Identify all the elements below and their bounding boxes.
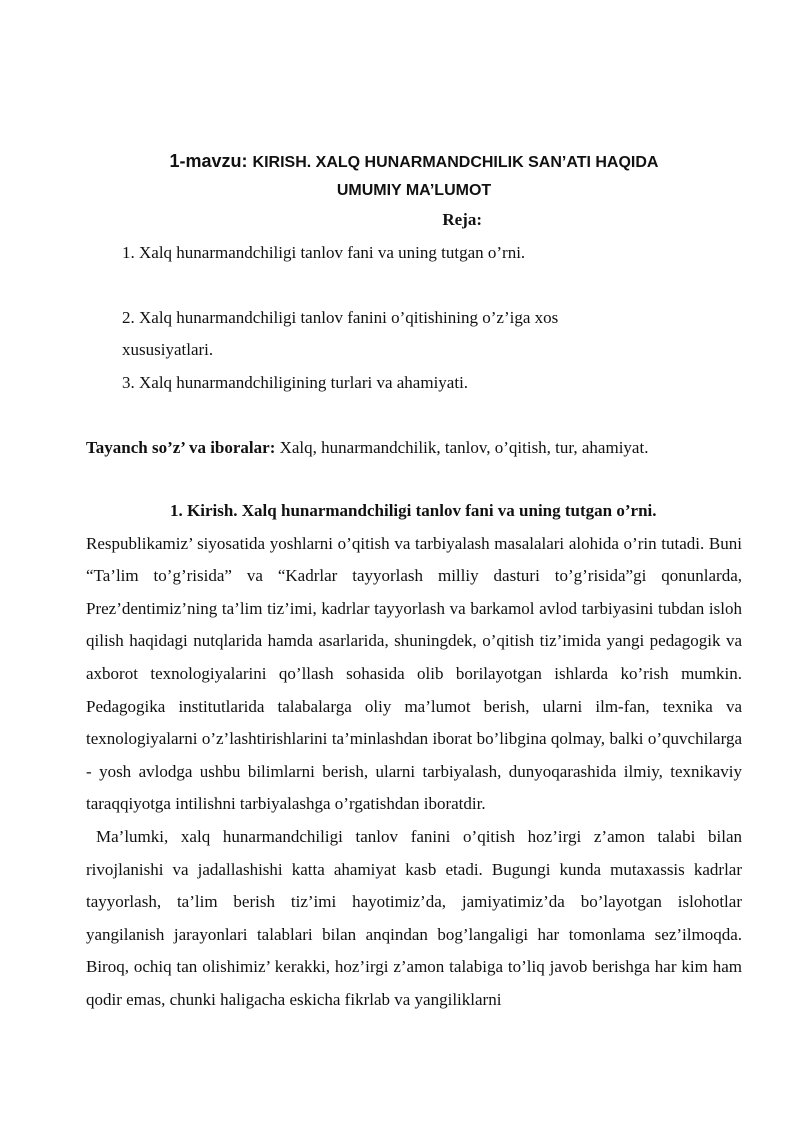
section-heading <box>86 495 742 528</box>
topic-title-text: KIRISH. XALQ HUNARMANDCHILIK SAN’ATI HAQIDA <box>252 154 659 171</box>
keywords-text: Xalq, hunarmandchilik, tanlov, o’qitish, tur, ahamiyat. <box>275 438 649 457</box>
plan-item-3: 3. Xalq hunarmandchiligining turlari va ahamiyati. <box>122 373 469 392</box>
section-body <box>86 495 742 1017</box>
section-heading-text: 1. Kirish. Xalq hunarmandchiligi tanlov fani va uning tutgan o’rni. <box>170 501 657 520</box>
topic-separator: : <box>241 151 253 171</box>
keywords-line <box>86 432 746 464</box>
plan-item-1: 1. Xalq hunarmandchiligi tanlov fani va uning tutgan o’rni. <box>122 243 526 262</box>
plan-label: Reja: <box>442 210 482 229</box>
topic-title-line2: UMUMIY MA’LUMOT <box>336 182 492 199</box>
plan-item-2: 2. Xalq hunarmandchiligi tanlov fanini o’qitishining o’z’iga xos xususiyatlari. <box>122 308 559 359</box>
topic-prefix: 1-mavzu <box>169 151 242 171</box>
paragraph-1: Respublikamiz’ siyosatida yoshlarni o’qitish va tarbiyalash masalalari alohida o’rin tutadi. Buni “Ta’lim to’g’risida” va “Kadrlar tayyorlash milliy dasturi to’g’risida”gi qonunlarda, Prez’dentimiz’ning ta’lim tiz’imi, kadrlar tayyorlash va barkamol avlod tarbiyasini tubdan isloh qilish haqidagi nutqlarida hamda asarlarida, shuningdek, o’qitish tiz’imida yangi pedagogik va axborot texnologiyalarini qo’llash sohasida olib borilayotgan ishlarda ko’rish mumkin. Pedagogika institutlarida talabalarga oliy ma’lumot berish, ularni ilm-fan, texnika va texnologiyalarni o’z’lashtirishlarini ta’minlashdan iborat bo’libgina qolmay, balki o’quvchilarga - yosh avlodga ushbu bilimlarni berish, ularni tarbiyalash, dunyoqarashida ilmiy, texnikaviy taraqqiyotga intilishni tarbiyalashga o’rgatishdan iboratdir. <box>86 533 742 814</box>
topic-title-line1 <box>86 146 742 178</box>
paragraph-2: Ma’lumki, xalq hunarmandchiligi tanlov fanini o’qitish hoz’irgi z’amon talabi bilan rivojlanishi va jadallashishi katta ahamiyat kasb etadi. Bugungi kunda mutaxassis kadrlar tayyorlash, ta’lim berish tiz’imi hayotimiz’da, jamiyatimiz’da bo’layotgan islohotlar yangilanish jarayonlari talablari bilan anqindan bog’langaligi har tomonlama sez’ilmoqda. Biroq, ochiq tan olishimiz’ kerakki, hoz’irgi z’amon talabiga to’liq javob berishga har kim ham qodir emas, chunki haligacha eskicha fikrlab va yangiliklarni <box>86 826 742 1009</box>
keywords-label: Tayanch so’z’ va iboralar: <box>86 438 276 457</box>
